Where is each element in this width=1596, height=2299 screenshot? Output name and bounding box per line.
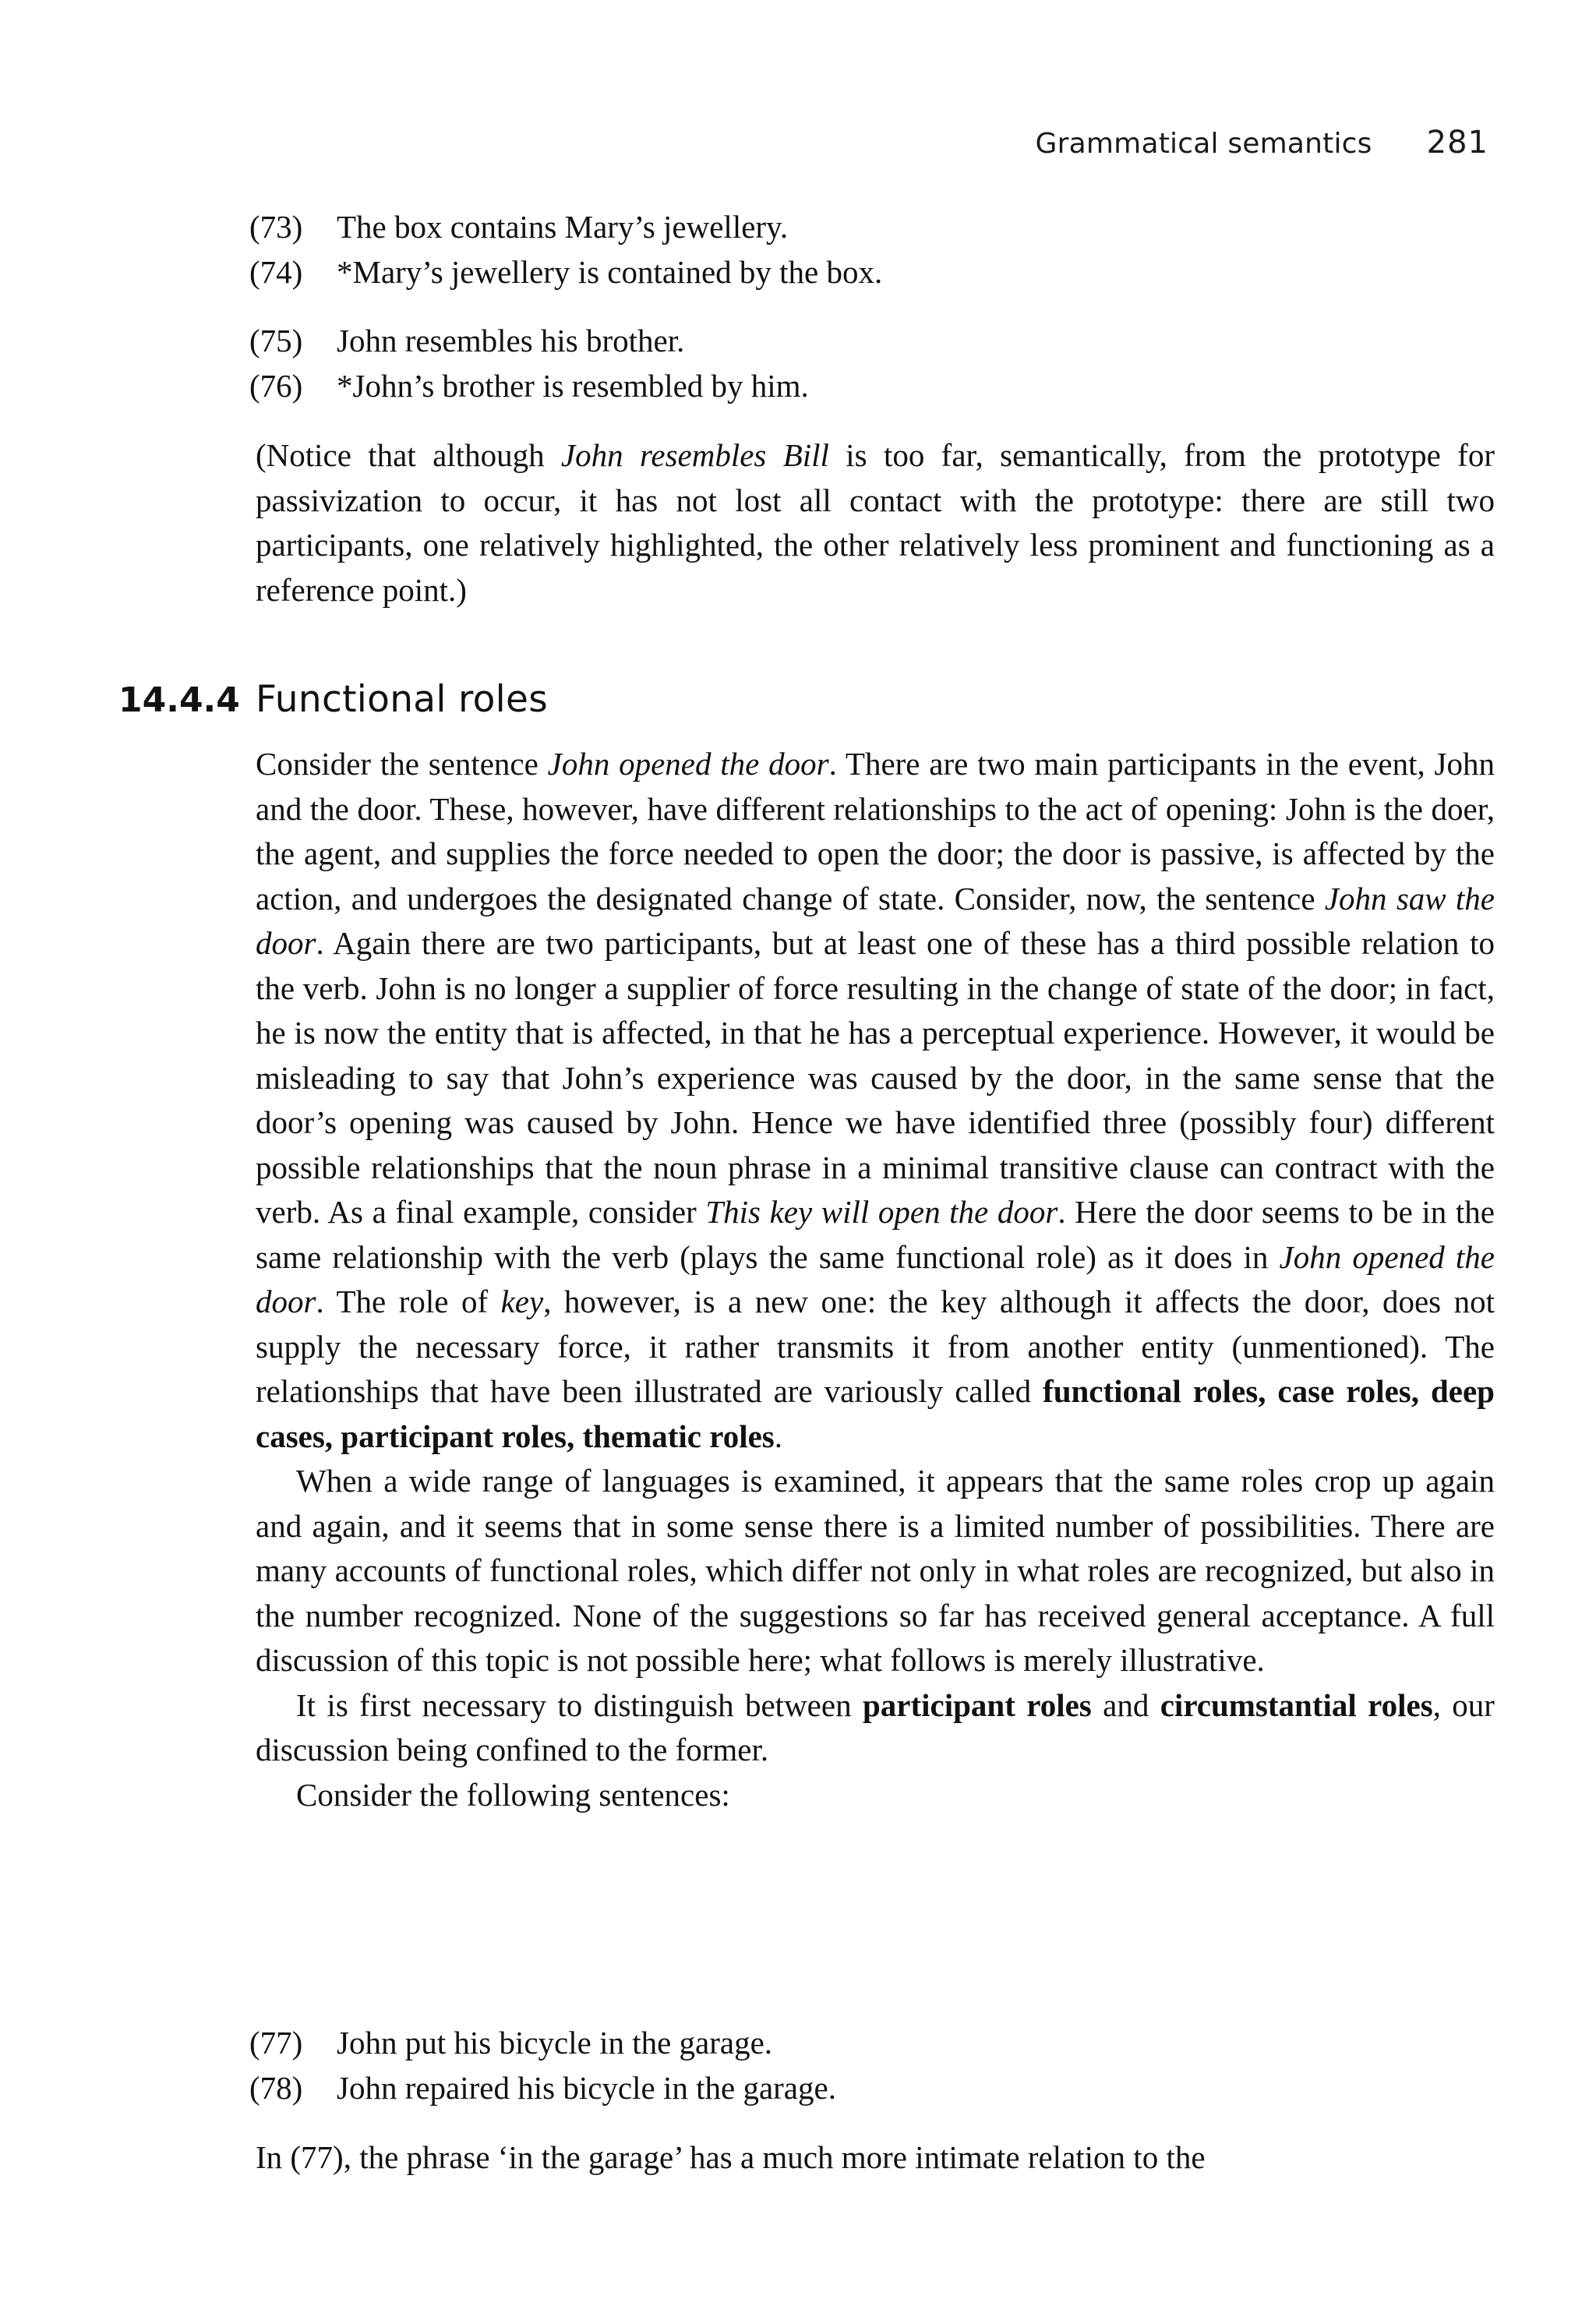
example-text: *Mary’s jewellery is contained by the box. bbox=[337, 254, 883, 290]
text-run: . Again there are two participants, but at least one of these has a third possible relation to the verb. John is no longer a supplier of force resulting in the change of state of the door; in fact, he is now the entity that is affected, in that he has a perceptual experience. However, it would be misleading to say that John’s experience was caused by the door, in the same sense that the door’s opening was caused by John. Hence we have identified three (possibly four) different possible relationships that the noun phrase in a minimal transitive clause can contract with the verb. As a final example, consider bbox=[256, 925, 1495, 1230]
bold-term: circumstantial roles bbox=[1160, 1686, 1433, 1723]
body-text bbox=[256, 742, 1495, 1817]
example-text: John put his bicycle in the garage. bbox=[337, 2025, 773, 2061]
text-run: Consider the sentence bbox=[256, 746, 548, 782]
text-run: and bbox=[1091, 1686, 1160, 1723]
example-number: (75) bbox=[249, 323, 303, 358]
example-73 bbox=[249, 204, 1496, 249]
example-text: *John’s brother is resembled by him. bbox=[337, 368, 809, 404]
example-77 bbox=[249, 2020, 1496, 2065]
text-run: . There are two main participants in the event, John and the door. These, however, have different relationships to the act of opening: John is the doer, the agent, and supplies the force needed to open the door; the door is passive, is affected by the action, and undergoes the designated change of state. Consider, now, the sentence bbox=[256, 746, 1495, 916]
paragraph-4: Consider the following sentences: bbox=[296, 1776, 730, 1813]
paragraph-2: When a wide range of languages is examined, it appears that the same roles crop up again and again, and it seems that in some sense there is a limited number of possibilities. There are many accounts of functional roles, which differ not only in what roles are recognized, but also in the number recognized. None of the suggestions so far has received general acceptance. A full discussion of this topic is not possible here; what follows is merely illustrative. bbox=[256, 1463, 1495, 1678]
italic-example: John opened the door bbox=[547, 746, 829, 782]
example-list-top-2 bbox=[249, 318, 1496, 408]
example-76 bbox=[249, 363, 1496, 408]
example-number: (74) bbox=[249, 254, 303, 290]
italic-example: John resembles Bill bbox=[560, 437, 829, 473]
example-text: The box contains Mary’s jewellery. bbox=[337, 209, 789, 245]
example-number: (73) bbox=[249, 209, 303, 245]
example-number: (77) bbox=[249, 2025, 303, 2061]
italic-example: John saw the door bbox=[256, 880, 1495, 961]
example-text: John repaired his bicycle in the garage. bbox=[337, 2070, 836, 2106]
paragraph-1 bbox=[256, 742, 1495, 1459]
italic-example: John opened the door bbox=[256, 1238, 1495, 1319]
text-run: , however, is a new one: the key although it affects the door, does not supply the necessary force, it rather transmits it from another entity (unmentioned). The relationships that have been illustrated are variously called bbox=[256, 1284, 1495, 1409]
bold-term: functional roles, case roles, deep cases, participant roles, thematic roles bbox=[256, 1373, 1495, 1454]
example-number: (76) bbox=[249, 368, 303, 404]
text-run: is too far, semantically, from the prototype for passivization to occur, it has not lost all contact with the prototype: there are still two participants, one relatively highlighted, the other relatively less prominent and functioning as a reference point.) bbox=[256, 437, 1495, 608]
text-run: . Here the door seems to be in the same relationship with the verb (plays the same functional role) as it does in bbox=[256, 1194, 1495, 1275]
final-paragraph bbox=[256, 2135, 1495, 2181]
example-78 bbox=[249, 2065, 1496, 2110]
section-heading bbox=[118, 678, 1443, 721]
text-run: . bbox=[774, 1418, 782, 1454]
example-number: (78) bbox=[249, 2070, 303, 2106]
example-75 bbox=[249, 318, 1496, 363]
bold-term: participant roles bbox=[862, 1686, 1092, 1723]
example-list-bottom bbox=[249, 2020, 1496, 2110]
text-run: , our discussion being confined to the former. bbox=[256, 1686, 1495, 1768]
section-number: 14.4.4 bbox=[118, 680, 240, 720]
example-74 bbox=[249, 249, 1496, 295]
notice-paragraph bbox=[256, 433, 1495, 613]
italic-example: This key will open the door bbox=[705, 1194, 1058, 1230]
example-text: John resembles his brother. bbox=[337, 323, 685, 358]
text-run: . The role of bbox=[316, 1284, 501, 1319]
italic-example: key bbox=[500, 1284, 544, 1319]
page-number: 281 bbox=[1426, 125, 1488, 161]
paragraph-3 bbox=[256, 1683, 1495, 1773]
text-run: It is first necessary to distinguish between bbox=[296, 1686, 863, 1723]
example-list-top bbox=[249, 204, 1496, 295]
running-head bbox=[982, 125, 1488, 161]
running-title: Grammatical semantics bbox=[1035, 128, 1372, 160]
section-title: Functional roles bbox=[256, 678, 549, 721]
text-run: (Notice that although bbox=[256, 437, 561, 473]
final-paragraph-text: In (77), the phrase ‘in the garage’ has a much more intimate relation to the bbox=[256, 2139, 1206, 2175]
